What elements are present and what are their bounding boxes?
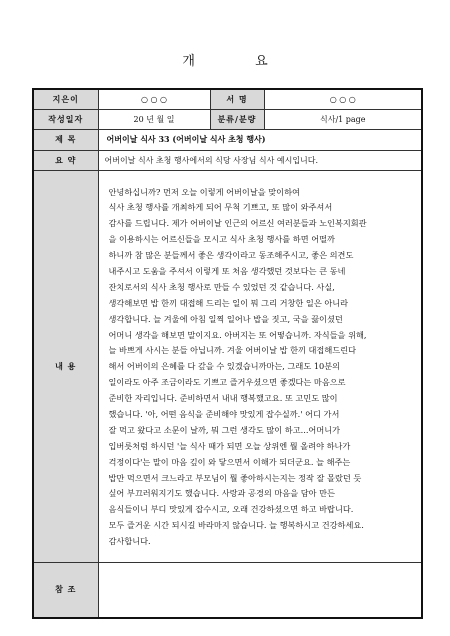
content-line: 생각해보면 밥 한끼 대접해 드리는 일이 뭐 그리 거창한 일은 아니라: [108, 297, 349, 308]
category-value[interactable]: 식사/1 page: [264, 109, 422, 129]
content-line: 내주시고 도움을 주셔서 이렇게 또 처음 생각했던 것보다는 큰 동네: [108, 265, 346, 276]
author-label: 지은이: [33, 89, 98, 109]
signature-value[interactable]: ○ ○ ○: [264, 89, 422, 109]
content-line: 잘 먹고 왔다고 소문이 날까, 뭐 그런 생각도 많이 하고...어머니가: [108, 424, 341, 435]
author-row: [33, 89, 422, 109]
content-line: 준비한 자리입니다. 준비하면서 내내 행복했고요. 또 고민도 많이: [108, 393, 338, 404]
summary-label: 요 약: [33, 150, 98, 170]
date-label: 작성일자: [33, 109, 98, 129]
content-label: 내 용: [33, 170, 98, 562]
summary-form-table: [32, 88, 423, 619]
subject-label: 제 목: [33, 129, 98, 150]
reference-label: 참 조: [33, 562, 98, 618]
content-line: 입버릇처럼 하시던 '늘 식사 때가 되면 오늘 상위엔 뭘 올려야 하나가: [108, 440, 351, 451]
content-line: 식사 초청 행사를 개최하게 되어 무척 기쁘고, 또 많이 와주셔서: [108, 202, 333, 213]
category-label: 분류/분량: [210, 109, 264, 129]
content-line: 안녕하십니까? 먼저 오늘 이렇게 어버이날을 맞이하여: [108, 186, 300, 197]
content-cell[interactable]: [98, 170, 422, 562]
document-title: 개 요: [182, 54, 296, 69]
content-line: 음식들이니 부디 맛있게 잡수시고, 오래 건강하셨으면 하고 바랍니다.: [108, 504, 354, 515]
content-line: 하니까 참 많은 분들께서 좋은 생각이라고 동조해주시고, 좋은 의견도: [108, 250, 354, 261]
content-body: [99, 171, 422, 550]
author-value[interactable]: ○ ○ ○: [98, 89, 210, 109]
content-line: 해서 어버이의 은혜를 다 갚을 수 있겠습니까마는, 그래도 10분의: [108, 361, 341, 372]
content-row: [33, 170, 422, 562]
content-line: 했습니다. '아, 어떤 음식을 준비해야 맛있게 잡수실까.' 어디 가서: [108, 408, 340, 419]
summary-value[interactable]: 어버이날 식사 초청 행사에서의 식당 사장님 식사 예시입니다.: [98, 150, 422, 170]
content-line: 늘 바쁘게 사시는 분들 아닙니까. 겨울 어버이날 밥 한끼 대접해드린다: [108, 345, 356, 356]
content-line: 생각합니다. 늘 겨울에 아침 일찍 일어나 밥을 짓고, 국을 끓이셨던: [108, 313, 343, 324]
content-line: 어머니 생각을 해보면 말이지요. 아버지는 또 어떻습니까. 자식들을 위해,: [108, 329, 367, 340]
content-line: 걱정이다'는 말이 마음 깊이 와 닿으면서 이해가 되더군요. 늘 해주는: [108, 456, 351, 467]
content-line: 을 이용하시는 어르신들을 모시고 식사 초청 행사를 하면 어떨까: [108, 234, 335, 245]
date-row: [33, 109, 422, 129]
subject-row: [33, 129, 422, 150]
summary-row: [33, 150, 422, 170]
reference-value[interactable]: [98, 562, 422, 618]
reference-row: [33, 562, 422, 618]
content-line: 모두 즐거운 시간 되시길 바라마지 않습니다. 늘 행복하시고 건강하세요.: [108, 520, 364, 531]
content-line: 밥만 먹으면서 크느라고 부모님이 뭘 좋아하시는지는 정작 잘 몰랐던 듯: [108, 472, 362, 483]
content-line: 일이라도 아주 조금이라도 기쁘고 즐거우셨으면 좋겠다는 마음으로: [108, 377, 346, 388]
content-line: 감사를 드립니다. 제가 어버이날 인근의 어르신 여러분들과 노인복지회관: [108, 218, 367, 229]
content-line: 감사합니다.: [108, 536, 151, 547]
signature-label: 서 명: [210, 89, 264, 109]
content-line: 싶어 부끄러워지기도 했습니다. 사랑과 공경의 마음을 담아 만든: [108, 488, 335, 499]
subject-value[interactable]: 어버이날 식사 33 (어버이날 식사 초청 행사): [98, 129, 422, 150]
content-line: 잔치로서의 식사 초청 행사로 만들 수 있었던 것 같습니다. 사실,: [108, 281, 335, 292]
date-value[interactable]: 20 년 월 일: [98, 109, 210, 129]
